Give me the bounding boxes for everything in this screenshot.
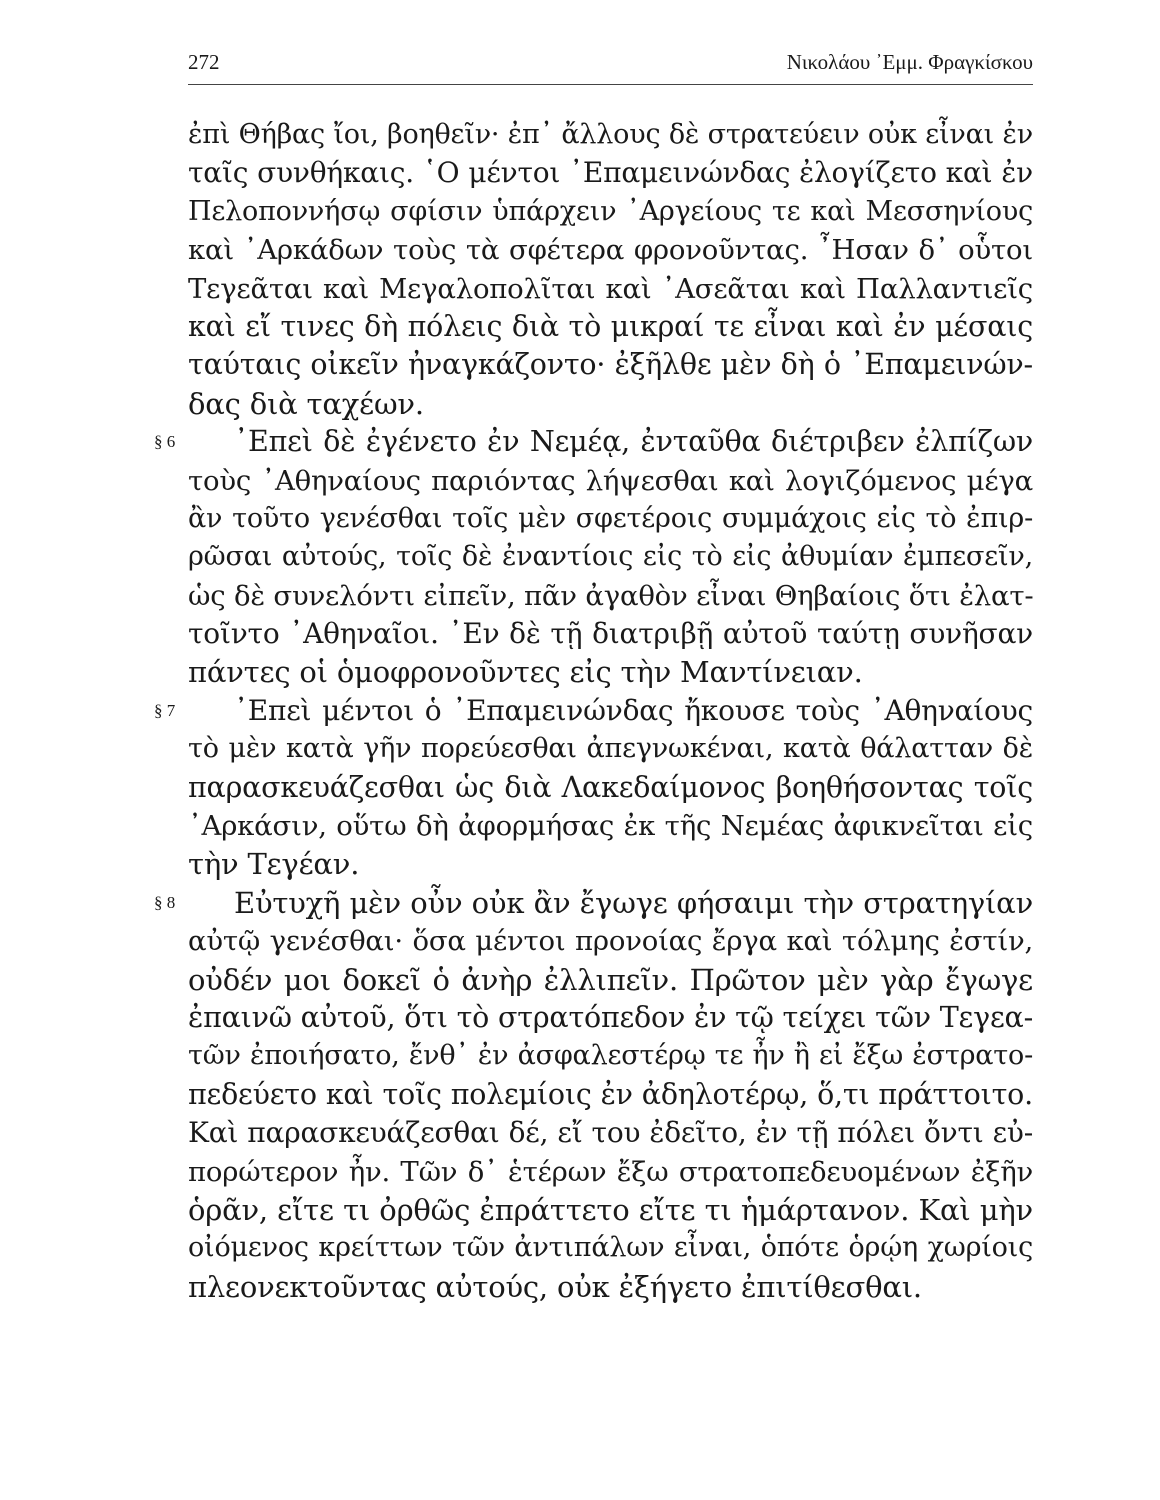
- text-line: ᾿Επεὶ μέντοι ὁ ᾿Επαμεινώνδας ἤκουσε τοὺς ᾿Αθηναίους: [234, 693, 1033, 727]
- text-line: καὶ εἴ τινες δὴ πόλεις διὰ τὸ μικραί τε εἶναι καὶ ἐν μέσαις: [188, 309, 1033, 343]
- text-line: ἂν τοῦτο γενέσθαι τοῖς μὲν σφετέροις συμμάχοις εἰς τὸ ἐπιρ-: [188, 502, 1033, 534]
- text-line: παρασκευάζεσθαι ὡς διὰ Λακεδαίμονος βοηθήσοντας τοῖς: [188, 770, 1033, 804]
- running-head: Νικολάου ᾿Εμμ. Φραγκίσκου: [786, 50, 1033, 74]
- paragraph: [154, 692, 1033, 884]
- section-mark: § 6: [154, 432, 176, 452]
- text-line: Τεγεᾶται καὶ Μεγαλοπολῖται καὶ ᾿Ασεᾶται καὶ Παλλαντιεῖς: [188, 272, 1033, 305]
- header-rule: [188, 84, 1033, 85]
- text-line: πλεονεκτοῦντας αὐτούς, οὐκ ἐξήγετο ἐπιτίθεσθαι.: [188, 1269, 922, 1304]
- text-line: οἰόμενος κρείττων τῶν ἀντιπάλων εἶναι, ὁπότε ὁρῴη χωρίοις: [188, 1232, 1033, 1264]
- page-number: 272: [188, 50, 220, 74]
- text-line: πάντες οἱ ὁμοφρονοῦντες εἰς τὴν Μαντίνειαν.: [188, 655, 863, 690]
- text-line: ᾿Αρκάσιν, οὕτω δὴ ἀφορμήσας ἐκ τῆς Νεμέας ἀφικνεῖται εἰς: [188, 810, 1033, 843]
- text-line: δας διὰ ταχέων.: [188, 386, 424, 421]
- paragraph: [188, 116, 1033, 423]
- page-header: [188, 46, 1033, 82]
- text-line: ᾿Επεὶ δὲ ἐγένετο ἐν Νεμέᾳ, ἐνταῦθα διέτριβεν ἐλπίζων: [234, 425, 1033, 459]
- text-line: πεδεύετο καὶ τοῖς πολεμίοις ἐν ἀδηλοτέρῳ, ὅ,τι πράττοιτο.: [188, 1077, 1033, 1111]
- text-line: πορώτερον ἦν. Τῶν δ᾿ ἑτέρων ἔξω στρατοπεδευομένων ἐξῆν: [188, 1155, 1033, 1188]
- text-line: Καὶ παρασκευάζεσθαι δέ, εἴ του ἐδεῖτο, ἐν τῇ πόλει ὄντι εὐ-: [188, 1116, 1033, 1150]
- text-line: οὐδέν μοι δοκεῖ ὁ ἀνὴρ ἐλλιπεῖν. Πρῶτον μὲν γὰρ ἔγωγε: [188, 962, 1033, 997]
- text-line: ὡς δὲ συνελόντι εἰπεῖν, πᾶν ἀγαθὸν εἶναι Θηβαίοις ὅτι ἐλατ-: [188, 579, 1034, 612]
- text-line: τοὺς ᾿Αθηναίους παριόντας λήψεσθαι καὶ λογιζόμενος μέγα: [188, 464, 1033, 497]
- paragraph: [154, 884, 1033, 1306]
- text-line: ὁρᾶν, εἴτε τι ὀρθῶς ἐπράττετο εἴτε τι ἡμάρτανον. Καὶ μὴν: [188, 1192, 1033, 1227]
- text-line: ταύταις οἰκεῖν ἠναγκάζοντο· ἐξῆλθε μὲν δὴ ὁ ᾿Επαμεινών-: [188, 348, 1033, 382]
- section-mark: § 8: [154, 892, 176, 912]
- text-line: αὐτῷ γενέσθαι· ὅσα μέντοι προνοίας ἔργα καὶ τόλμης ἐστίν,: [188, 925, 1033, 958]
- body-text: [154, 116, 1034, 1306]
- text-line: ἐπαινῶ αὐτοῦ, ὅτι τὸ στρατόπεδον ἐν τῷ τείχει τῶν Τεγεα-: [188, 1000, 1033, 1034]
- text-line: Πελοποννήσῳ σφίσιν ὑπάρχειν ᾿Αργείους τε καὶ Μεσσηνίους: [188, 195, 1033, 227]
- text-line: τὸ μὲν κατὰ γῆν πορεύεσθαι ἀπεγνωκέναι, κατὰ θάλατταν δὲ: [188, 733, 1033, 765]
- text-line: τοῖντο ᾿Αθηναῖοι. ᾿Εν δὲ τῇ διατριβῇ αὐτοῦ ταύτῃ συνῆσαν: [188, 617, 1033, 651]
- text-line: ρῶσαι αὐτούς, τοῖς δὲ ἐναντίοις εἰς τὸ εἰς ἀθυμίαν ἐμπεσεῖν,: [188, 541, 1033, 573]
- text-line: τῶν ἐποιήσατο, ἔνθ᾿ ἐν ἀσφαλεστέρῳ τε ἦν ἢ εἰ ἔξω ἐστρατο-: [188, 1040, 1033, 1072]
- paragraph: [154, 423, 1034, 692]
- text-line: ταῖς συνθήκαις. ῾Ο μέντοι ᾿Επαμεινώνδας ἐλογίζετο καὶ ἐν: [188, 156, 1033, 190]
- text-line: ἐπὶ Θήβας ἴοι, βοηθεῖν· ἐπ᾿ ἄλλους δὲ στρατεύειν οὐκ εἶναι ἐν: [188, 119, 1033, 150]
- text-line: τὴν Τεγέαν.: [188, 847, 360, 882]
- text-line: καὶ ᾿Αρκάδων τοὺς τὰ σφέτερα φρονοῦντας. ῏Ησαν δ᾿ οὗτοι: [188, 234, 1033, 267]
- section-mark: § 7: [154, 700, 176, 720]
- text-line: Εὐτυχῆ μὲν οὖν οὐκ ἂν ἔγωγε φήσαιμι τὴν στρατηγίαν: [234, 885, 1033, 920]
